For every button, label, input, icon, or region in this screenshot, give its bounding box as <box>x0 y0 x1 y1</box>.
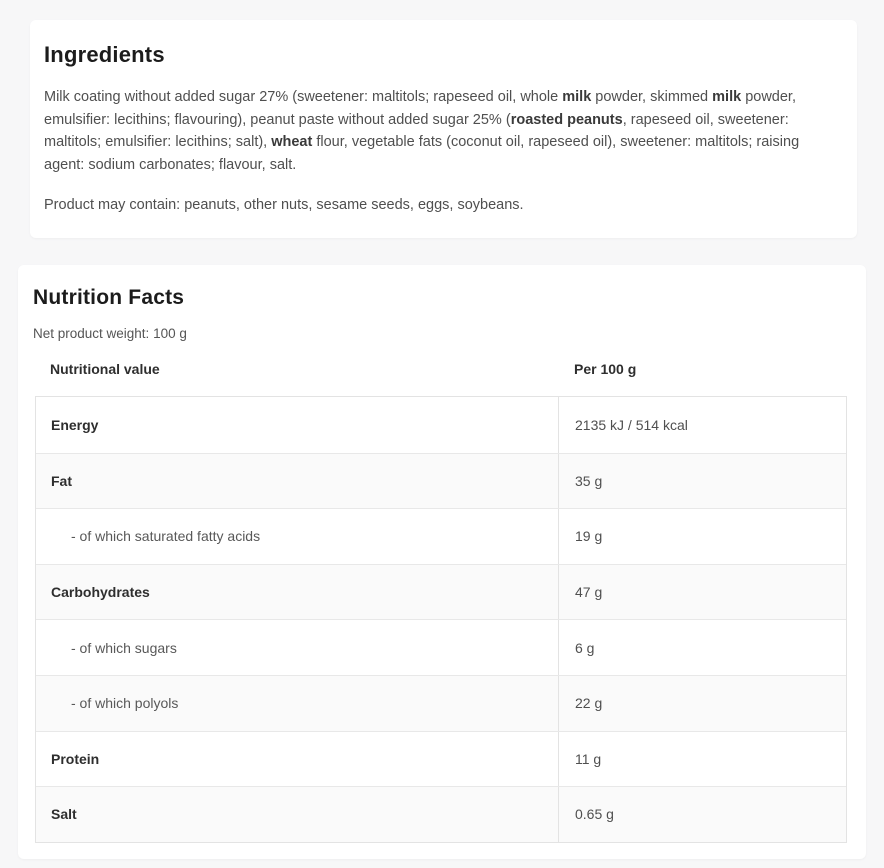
table-row <box>36 508 846 564</box>
row-label: - of which saturated fatty acids <box>71 528 261 545</box>
row-value: 2135 kJ / 514 kcal <box>558 397 846 453</box>
table-row <box>36 731 846 787</box>
row-value: 19 g <box>558 509 846 564</box>
nutrition-table <box>35 361 847 843</box>
ingredient-emphasis: wheat <box>271 134 313 150</box>
table-row <box>36 619 846 675</box>
header-nutritional-value: Nutritional value <box>50 361 160 377</box>
row-label: Fat <box>51 472 72 489</box>
table-row <box>36 397 846 453</box>
row-value: 0.65 g <box>558 787 846 842</box>
net-product-weight: Net product weight: 100 g <box>33 326 187 341</box>
row-label: - of which sugars <box>71 639 177 656</box>
ingredients-section <box>30 20 857 238</box>
table-row <box>36 453 846 509</box>
row-value: 6 g <box>558 620 846 675</box>
ingredients-title: Ingredients <box>44 42 165 67</box>
table-row <box>36 564 846 620</box>
ingredient-emphasis: milk <box>562 89 592 105</box>
ingredient-plain-text: flour, vegetable fats (coconut oil, rapeseed oil), sweetener: maltitols; raising agent: sodium carbonates; flavour, salt. <box>44 134 800 173</box>
row-label: Energy <box>51 416 99 433</box>
ingredients-text <box>44 86 841 176</box>
row-label: - of which polyols <box>71 695 179 712</box>
ingredient-plain-text: powder, emulsifier: lecithins; flavouring), peanut paste without added sugar 25% ( <box>44 89 796 128</box>
ingredient-plain-text: , rapeseed oil, sweetener: maltitols; emulsifier: lecithins; salt), <box>44 111 789 150</box>
nutrition-facts-title: Nutrition Facts <box>33 286 185 309</box>
ingredient-plain-text: powder, skimmed <box>591 89 713 105</box>
row-label: Protein <box>51 750 100 767</box>
nutrition-table-header <box>35 361 847 396</box>
row-label: Carbohydrates <box>51 584 150 601</box>
row-value: 22 g <box>558 676 846 731</box>
nutrition-facts-section <box>18 265 866 859</box>
table-row <box>36 675 846 731</box>
header-per-100g: Per 100 g <box>574 361 637 377</box>
table-row <box>36 786 846 842</box>
row-value: 47 g <box>558 565 846 620</box>
ingredient-plain-text: Milk coating without added sugar 27% (sweetener: maltitols; rapeseed oil, whole <box>44 89 563 105</box>
allergen-note: Product may contain: peanuts, other nuts, sesame seeds, eggs, soybeans. <box>44 197 524 213</box>
row-value: 11 g <box>558 732 846 787</box>
ingredient-emphasis: roasted peanuts <box>510 111 623 128</box>
row-value: 35 g <box>558 454 846 509</box>
nutrition-table-body <box>35 396 847 843</box>
ingredient-emphasis: milk <box>712 89 742 105</box>
row-label: Salt <box>51 806 77 823</box>
